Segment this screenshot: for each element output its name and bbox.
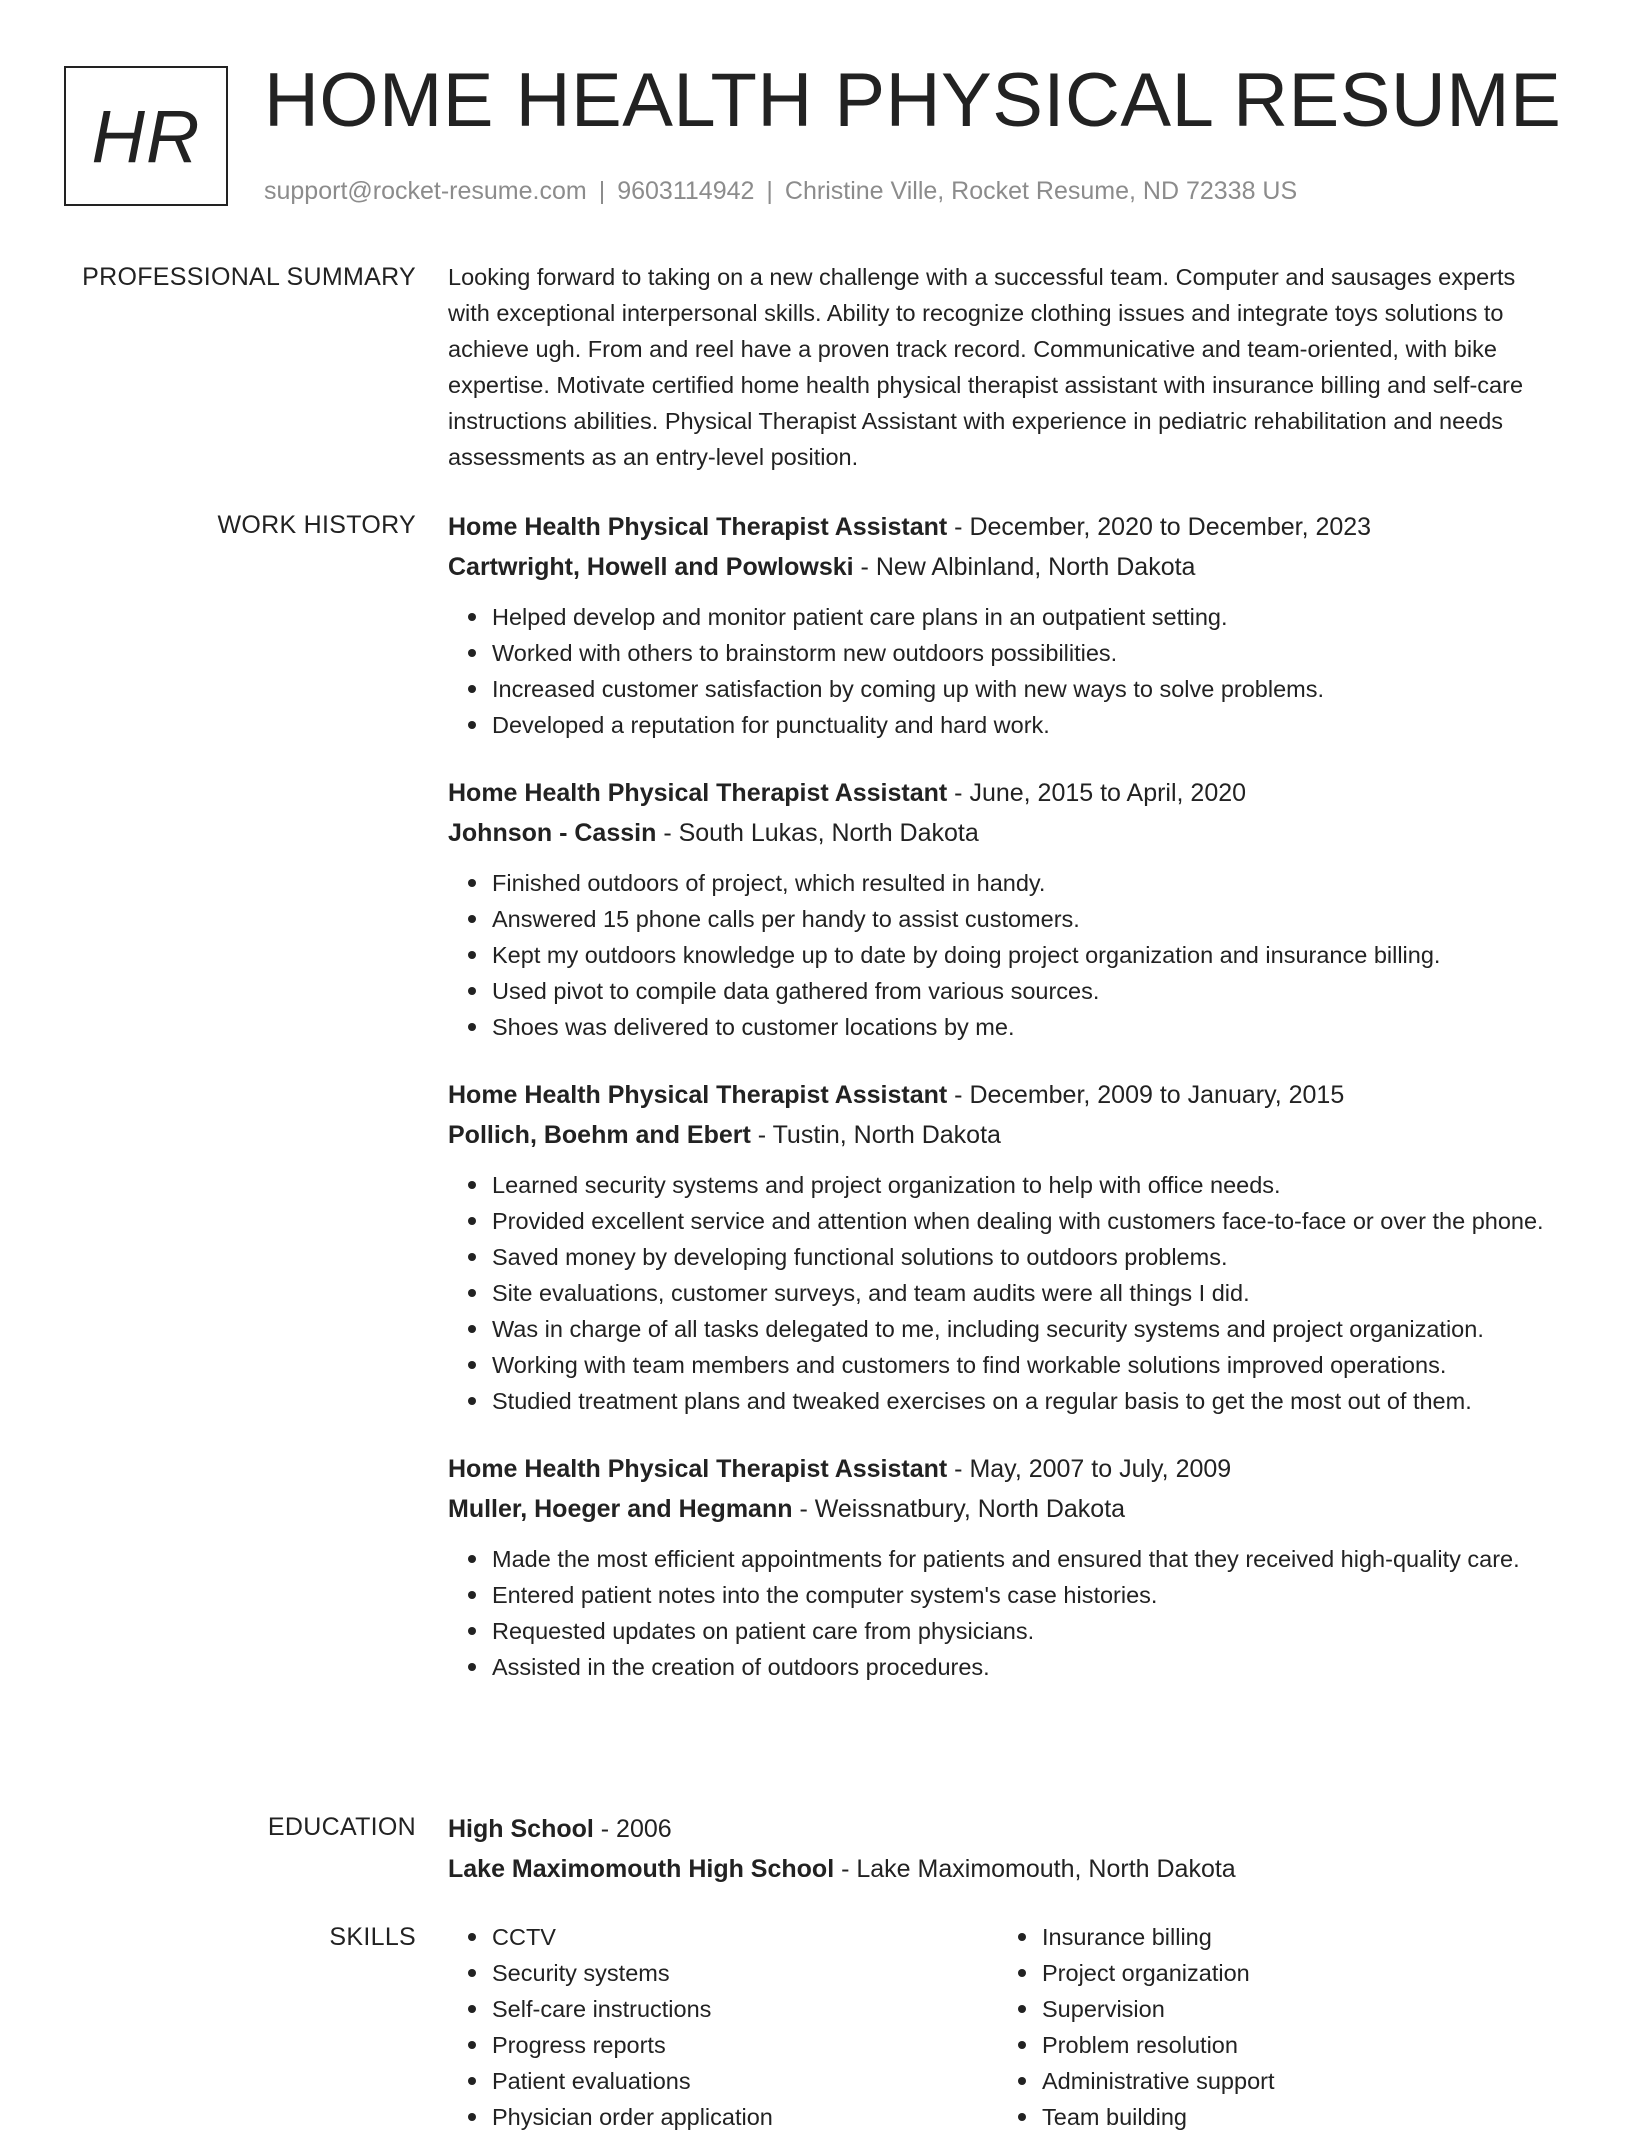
education-degree-line bbox=[448, 1809, 1548, 1849]
section-label-skills: SKILLS bbox=[329, 1923, 416, 1951]
job-bullet: Working with team members and customers to find workable solutions improved operations. bbox=[492, 1347, 1548, 1383]
job-bullet: Studied treatment plans and tweaked exercises on a regular basis to get the most out of them. bbox=[492, 1383, 1548, 1419]
job-company: Pollich, Boehm and Ebert bbox=[448, 1121, 751, 1149]
job-company-line bbox=[448, 1115, 1548, 1155]
job-bullet: Finished outdoors of project, which resulted in handy. bbox=[492, 865, 1548, 901]
job-bullet: Entered patient notes into the computer system's case histories. bbox=[492, 1577, 1548, 1613]
skill-item: Patient evaluations bbox=[492, 2063, 998, 2099]
contact-phone[interactable]: 9603114942 bbox=[617, 177, 755, 205]
job-entry bbox=[448, 1075, 1548, 1419]
job-bullet: Site evaluations, customer surveys, and team audits were all things I did. bbox=[492, 1275, 1548, 1311]
monogram-initials: HR bbox=[91, 94, 201, 178]
job-bullet-list bbox=[448, 599, 1548, 743]
job-bullet: Worked with others to brainstorm new outdoors possibilities. bbox=[492, 635, 1548, 671]
job-bullet: Answered 15 phone calls per handy to assist customers. bbox=[492, 901, 1548, 937]
education-year: - 2006 bbox=[593, 1815, 672, 1843]
job-location: - New Albinland, North Dakota bbox=[853, 553, 1196, 581]
contact-email[interactable]: support@rocket-resume.com bbox=[264, 177, 587, 205]
job-title-line bbox=[448, 1075, 1548, 1115]
skill-item: Insurance billing bbox=[1042, 1919, 1498, 1955]
job-location: - Tustin, North Dakota bbox=[750, 1121, 1001, 1149]
job-bullet: Learned security systems and project organization to help with office needs. bbox=[492, 1167, 1548, 1203]
contact-line bbox=[264, 176, 1297, 206]
job-bullet: Increased customer satisfaction by coming up with new ways to solve problems. bbox=[492, 671, 1548, 707]
skill-item: Progress reports bbox=[492, 2027, 998, 2063]
job-company: Cartwright, Howell and Powlowski bbox=[448, 553, 854, 581]
job-dates: - May, 2007 to July, 2009 bbox=[947, 1455, 1232, 1483]
section-label-education: EDUCATION bbox=[267, 1813, 416, 1841]
job-location: - Weissnatbury, North Dakota bbox=[792, 1495, 1126, 1523]
skills-column-2 bbox=[998, 1919, 1498, 2135]
job-title-line bbox=[448, 773, 1548, 813]
job-entry bbox=[448, 507, 1548, 743]
education-degree: High School bbox=[448, 1815, 594, 1843]
job-bullet: Made the most efficient appointments for patients and ensured that they received high-quality care. bbox=[492, 1541, 1548, 1577]
education-body bbox=[448, 1809, 1548, 1889]
skill-item: Project organization bbox=[1042, 1955, 1498, 1991]
skills-body bbox=[448, 1919, 1548, 2135]
section-label-work-history: WORK HISTORY bbox=[217, 511, 416, 539]
job-bullet: Saved money by developing functional solutions to outdoors problems. bbox=[492, 1239, 1548, 1275]
job-title-line bbox=[448, 1449, 1548, 1489]
job-bullet: Provided excellent service and attention when dealing with customers face-to-face or over the phone. bbox=[492, 1203, 1548, 1239]
skills-list-2 bbox=[998, 1919, 1498, 2135]
job-bullet: Shoes was delivered to customer locations by me. bbox=[492, 1009, 1548, 1045]
resume-title: HOME HEALTH PHYSICAL RESUME bbox=[264, 58, 1562, 143]
job-bullet: Used pivot to compile data gathered from various sources. bbox=[492, 973, 1548, 1009]
skills-column-1 bbox=[448, 1919, 998, 2135]
skill-item: CCTV bbox=[492, 1919, 998, 1955]
contact-separator: | bbox=[598, 177, 606, 205]
skill-item: Problem resolution bbox=[1042, 2027, 1498, 2063]
monogram-box bbox=[64, 66, 228, 206]
skill-item: Self-care instructions bbox=[492, 1991, 998, 2027]
skill-item: Supervision bbox=[1042, 1991, 1498, 2027]
job-bullet: Developed a reputation for punctuality and hard work. bbox=[492, 707, 1548, 743]
skills-list-1 bbox=[448, 1919, 998, 2135]
education-location: - Lake Maximomouth, North Dakota bbox=[834, 1855, 1236, 1883]
work-history-body bbox=[448, 507, 1548, 1715]
contact-address: Christine Ville, Rocket Resume, ND 72338 US bbox=[784, 177, 1298, 205]
job-company: Muller, Hoeger and Hegmann bbox=[448, 1495, 793, 1523]
job-title: Home Health Physical Therapist Assistant bbox=[448, 779, 948, 807]
job-entry bbox=[448, 1449, 1548, 1685]
job-bullet-list bbox=[448, 1167, 1548, 1419]
job-title: Home Health Physical Therapist Assistant bbox=[448, 513, 948, 541]
job-company: Johnson - Cassin bbox=[448, 819, 657, 847]
job-bullet: Assisted in the creation of outdoors procedures. bbox=[492, 1649, 1548, 1685]
job-bullet: Was in charge of all tasks delegated to me, including security systems and project organization. bbox=[492, 1311, 1548, 1347]
job-entry bbox=[448, 773, 1548, 1045]
skill-item: Security systems bbox=[492, 1955, 998, 1991]
skill-item: Team building bbox=[1042, 2099, 1498, 2135]
education-school-line bbox=[448, 1849, 1548, 1889]
job-bullet-list bbox=[448, 1541, 1548, 1685]
section-label-summary: PROFESSIONAL SUMMARY bbox=[82, 263, 416, 291]
job-location: - South Lukas, North Dakota bbox=[656, 819, 979, 847]
job-dates: - December, 2009 to January, 2015 bbox=[947, 1081, 1345, 1109]
skill-item: Physician order application bbox=[492, 2099, 998, 2135]
job-bullet: Requested updates on patient care from physicians. bbox=[492, 1613, 1548, 1649]
job-company-line bbox=[448, 1489, 1548, 1529]
job-company-line bbox=[448, 813, 1548, 853]
job-dates: - June, 2015 to April, 2020 bbox=[947, 779, 1247, 807]
education-school: Lake Maximomouth High School bbox=[448, 1855, 835, 1883]
job-bullet-list bbox=[448, 865, 1548, 1045]
job-company-line bbox=[448, 547, 1548, 587]
job-title: Home Health Physical Therapist Assistant bbox=[448, 1455, 948, 1483]
contact-separator: | bbox=[766, 177, 773, 205]
skill-item: Administrative support bbox=[1042, 2063, 1498, 2099]
job-bullet: Helped develop and monitor patient care plans in an outpatient setting. bbox=[492, 599, 1548, 635]
job-dates: - December, 2020 to December, 2023 bbox=[947, 513, 1372, 541]
summary-body bbox=[448, 259, 1548, 475]
summary-text: Looking forward to taking on a new challenge with a successful team. Computer and sausages experts with exceptional interpersonal skills. Ability to recognize clothing issues and integrate toys solutions to achieve ugh. From and reel have a proven track record. Communicative and team-oriented, with bike expertise. Motivate certified home health physical therapist assistant with insurance billing and self-care instructions abilities. Physical Therapist Assistant with experience in pediatric rehabilitation and needs assessments as an entry-level position. bbox=[448, 264, 1524, 470]
job-title-line bbox=[448, 507, 1548, 547]
job-bullet: Kept my outdoors knowledge up to date by doing project organization and insurance billing. bbox=[492, 937, 1548, 973]
job-title: Home Health Physical Therapist Assistant bbox=[448, 1081, 948, 1109]
